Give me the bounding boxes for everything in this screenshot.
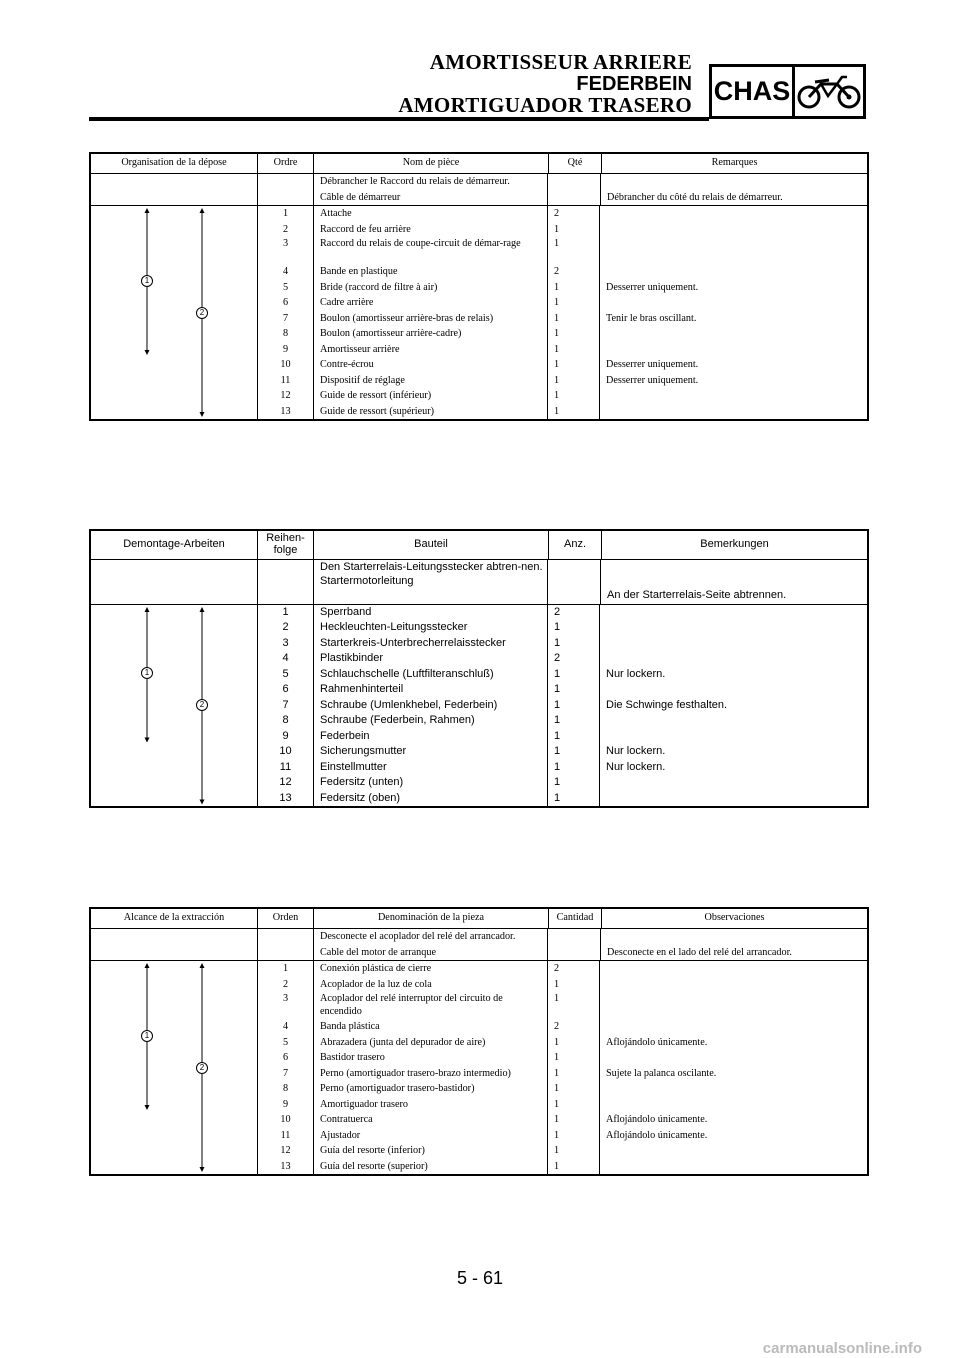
row-qty: 1	[554, 745, 561, 757]
row-remark: Desserrer uniquement.	[606, 281, 699, 293]
row-qty: 1	[554, 776, 561, 788]
motorcycle-icon	[795, 67, 863, 116]
row-remark: Desserrer uniquement.	[606, 359, 699, 370]
col-header-order: Orden	[258, 909, 314, 928]
row-part: Einstellmutter	[320, 760, 387, 773]
row-qty: 1	[554, 683, 561, 695]
title-es: AMORTIGUADOR TRASERO	[398, 93, 692, 117]
col-header-qty: Qté	[549, 154, 602, 173]
row-order: 1	[282, 208, 289, 219]
part-column	[314, 605, 548, 807]
row-part: Perno (amortiguador trasero-brazo intermedio)	[320, 1067, 511, 1079]
row-part: Plastikbinder	[320, 652, 383, 664]
row-order: 9	[282, 1098, 289, 1110]
row-remark: Sujete la palanca oscilante.	[606, 1067, 717, 1079]
row-order: 1	[282, 605, 289, 618]
row-qty: 1	[554, 405, 560, 417]
row-part: Schraube (Federbein, Rahmen)	[320, 714, 475, 726]
row-order: 9	[282, 729, 289, 742]
pre-remark-2: Desconecte en el lado del relé del arrancador.	[607, 946, 792, 958]
row-qty: 1	[554, 791, 561, 804]
row-remark: Aflojándolo únicamente.	[606, 1036, 708, 1048]
row-part: Cadre arrière	[320, 297, 374, 308]
table-header-row	[91, 154, 867, 174]
row-qty: 1	[554, 359, 560, 370]
row-qty: 1	[554, 760, 561, 773]
pre-remarks-cell	[601, 174, 867, 205]
row-remark: Desserrer uniquement.	[606, 374, 699, 386]
row-qty: 1	[554, 223, 560, 235]
row-remark	[606, 404, 867, 420]
pre-parts-cell	[314, 174, 548, 205]
pre-empty-cell	[548, 929, 601, 960]
row-remark: Aflojándolo únicamente.	[606, 1114, 708, 1125]
row-qty: 1	[554, 1160, 560, 1172]
row-part: Bastidor trasero	[320, 1052, 385, 1063]
row-qty: 1	[554, 328, 560, 339]
row-part: Guide de ressort (inférieur)	[320, 390, 432, 401]
row-remark: Nur lockern.	[606, 760, 666, 773]
row-qty: 1	[554, 343, 560, 355]
row-qty: 1	[554, 1052, 560, 1063]
row-order: 6	[282, 297, 289, 308]
row-qty: 1	[554, 667, 561, 680]
pre-remark-spacer	[607, 560, 867, 588]
row-order: 5	[282, 281, 289, 293]
row-order: 1	[282, 963, 289, 974]
row-order: 12	[279, 776, 292, 788]
row-qty: 1	[554, 993, 560, 1004]
pre-empty-cell	[548, 560, 601, 604]
col-header-remarks: Observaciones	[704, 912, 765, 924]
row-remark	[606, 713, 867, 729]
remarks-column	[600, 206, 867, 419]
row-qty: 2	[554, 1021, 560, 1032]
col-header-part: Bauteil	[314, 531, 549, 559]
row-part: Boulon (amortisseur arrière-cadre)	[320, 328, 462, 339]
row-part: Acoplador del relé interruptor del circuito de encendido	[320, 993, 503, 1017]
row-remark	[606, 636, 867, 652]
row-order: 3	[282, 636, 289, 649]
row-part: Conexión plástica de cierre	[320, 963, 432, 974]
col-header-order: Reihen-folge	[258, 531, 314, 559]
row-part: Amortiguador trasero	[320, 1098, 408, 1110]
row-remark	[606, 222, 867, 238]
row-qty: 2	[554, 266, 560, 277]
pre-remark-spacer	[607, 929, 867, 945]
pre-part-2: Startermotorleitung	[320, 575, 414, 587]
row-part: Schlauchschelle (Luftfilteranschluß)	[320, 667, 494, 680]
row-qty: 1	[554, 1036, 560, 1048]
table-body	[91, 605, 867, 807]
table-fr	[89, 152, 869, 421]
row-remark	[606, 388, 867, 404]
qty-column	[548, 605, 600, 807]
pre-empty-cell	[258, 560, 314, 604]
row-part: Schraube (Umlenkhebel, Federbein)	[320, 698, 498, 711]
row-order: 5	[282, 667, 289, 680]
row-qty: 1	[554, 729, 561, 742]
row-part: Rahmenhinterteil	[320, 683, 404, 695]
row-order: 10	[279, 745, 292, 757]
row-remark	[606, 961, 867, 977]
remarks-column	[600, 605, 867, 807]
table-header-row	[91, 909, 867, 929]
row-order: 6	[282, 1052, 289, 1063]
row-part: Guide de ressort (supérieur)	[320, 405, 435, 417]
row-qty: 1	[554, 1129, 560, 1141]
row-order: 2	[282, 621, 289, 633]
row-remark	[606, 326, 867, 342]
row-remark	[606, 295, 867, 311]
pre-remark-2: An der Starterrelais-Seite abtrennen.	[607, 589, 787, 601]
row-order: 7	[282, 1067, 289, 1079]
row-order: 12	[280, 1145, 291, 1156]
row-order: 10	[280, 359, 291, 370]
row-remark	[606, 237, 867, 264]
row-qty: 1	[554, 1098, 560, 1110]
bracket-label-1: 1	[141, 667, 153, 679]
row-remark: Nur lockern.	[606, 667, 666, 680]
row-qty: 1	[554, 1083, 560, 1094]
row-qty: 1	[554, 714, 561, 726]
remarks-column	[600, 961, 867, 1174]
row-qty: 1	[554, 978, 560, 990]
row-order: 4	[282, 652, 289, 664]
pre-empty-cell	[91, 929, 258, 960]
row-order: 13	[280, 405, 291, 417]
row-remark: Aflojándolo únicamente.	[606, 1129, 708, 1141]
row-remark	[606, 791, 867, 807]
bracket-label-2: 2	[196, 699, 208, 711]
pre-remark-spacer	[607, 174, 867, 190]
row-order: 2	[282, 978, 289, 990]
row-qty: 1	[554, 312, 560, 324]
row-remark: Tenir le bras oscillant.	[606, 312, 697, 324]
pre-part-1: Débrancher le Raccord du relais de démarreur.	[320, 176, 510, 187]
row-part: Sperrband	[320, 605, 372, 618]
chas-badge	[709, 64, 866, 119]
row-remark	[606, 651, 867, 667]
row-order: 11	[279, 760, 292, 773]
row-qty: 1	[554, 1067, 560, 1079]
table-body	[91, 206, 867, 419]
pre-empty-cell	[548, 174, 601, 205]
bracket-label-1: 1	[141, 1030, 153, 1042]
row-remark	[606, 1081, 867, 1097]
row-part: Ajustador	[320, 1129, 361, 1141]
row-part: Acoplador de la luz de cola	[320, 978, 432, 990]
row-part: Dispositif de réglage	[320, 374, 405, 386]
row-qty: 1	[554, 698, 561, 711]
row-order: 12	[280, 390, 291, 401]
row-part: Raccord du relais de coupe-circuit de démar-rage	[320, 238, 521, 249]
row-qty: 1	[554, 390, 560, 401]
row-order: 11	[280, 1129, 291, 1141]
row-remark	[606, 682, 867, 698]
row-order: 5	[282, 1036, 289, 1048]
pre-remarks-cell	[601, 929, 867, 960]
scope-column	[91, 961, 258, 1174]
row-part: Starterkreis-Unterbrecherrelaisstecker	[320, 636, 506, 649]
row-order: 13	[280, 1160, 291, 1172]
title-fr: AMORTISSEUR ARRIERE	[429, 50, 692, 74]
table-es	[89, 907, 869, 1176]
bracket-arrows	[91, 206, 257, 425]
row-remark	[606, 977, 867, 993]
row-part: Heckleuchten-Leitungsstecker	[320, 621, 468, 633]
col-header-scope: Organisation de la dépose	[91, 154, 258, 173]
row-part: Perno (amortiguador trasero-bastidor)	[320, 1083, 475, 1094]
order-column	[258, 206, 314, 419]
pre-part-2: Câble de démarreur	[320, 191, 401, 203]
row-part: Guía del resorte (superior)	[320, 1160, 428, 1172]
row-remark	[606, 342, 867, 358]
row-qty: 1	[554, 238, 560, 249]
bracket-label-2: 2	[196, 307, 208, 319]
row-remark	[606, 1143, 867, 1159]
row-part: Abrazadera (junta del depurador de aire)	[320, 1036, 486, 1048]
pre-step-row	[91, 560, 867, 605]
bracket-label-1: 1	[141, 275, 153, 287]
row-order: 8	[282, 328, 289, 339]
order-column	[258, 961, 314, 1174]
row-qty: 1	[554, 1145, 560, 1156]
row-order: 7	[282, 698, 289, 711]
part-column	[314, 206, 548, 419]
pre-remarks-cell	[601, 560, 867, 604]
bracket-arrows	[91, 961, 257, 1180]
col-header-part: Nom de pièce	[314, 154, 549, 173]
pre-empty-cell	[258, 929, 314, 960]
pre-empty-cell	[258, 174, 314, 205]
row-order: 9	[282, 343, 289, 355]
row-remark	[606, 620, 867, 636]
scope-column	[91, 605, 258, 807]
row-part: Federsitz (unten)	[320, 776, 404, 788]
col-header-remarks: Remarques	[711, 157, 758, 169]
row-part: Boulon (amortisseur arrière-bras de relais)	[320, 312, 494, 324]
row-remark	[606, 1097, 867, 1113]
row-qty: 2	[554, 208, 560, 219]
table-body	[91, 961, 867, 1174]
pre-empty-cell	[91, 560, 258, 604]
row-qty: 2	[554, 652, 561, 664]
table-de	[89, 529, 869, 808]
row-remark	[606, 206, 867, 222]
row-part: Amortisseur arrière	[320, 343, 400, 355]
row-order: 3	[282, 238, 289, 249]
pre-part-2: Cable del motor de arranque	[320, 946, 436, 958]
row-part: Banda plástica	[320, 1021, 380, 1032]
row-qty: 1	[554, 1114, 560, 1125]
col-header-part: Denominación de la pieza	[314, 909, 549, 928]
row-remark	[606, 775, 867, 791]
row-order: 10	[280, 1114, 291, 1125]
row-order: 13	[279, 791, 292, 804]
header-titles	[398, 52, 692, 116]
pre-part-1: Desconecte el acoplador del relé del arrancador.	[320, 931, 516, 942]
row-qty: 1	[554, 297, 560, 308]
row-remark	[606, 1050, 867, 1066]
row-remark	[606, 729, 867, 745]
row-qty: 2	[554, 605, 561, 618]
row-order: 3	[282, 993, 289, 1004]
row-order: 7	[282, 312, 289, 324]
pre-step-row	[91, 174, 867, 206]
pre-parts-cell	[314, 929, 548, 960]
row-qty: 1	[554, 621, 561, 633]
row-part: Bande en plastique	[320, 266, 398, 277]
col-header-order: Ordre	[258, 154, 314, 173]
watermark-footer: carmanualsonline.info	[762, 1340, 922, 1357]
row-order: 8	[282, 714, 289, 726]
row-qty: 1	[554, 374, 560, 386]
row-qty: 1	[554, 636, 561, 649]
col-header-qty: Anz.	[549, 531, 602, 559]
table-header-row	[91, 531, 867, 560]
row-order: 8	[282, 1083, 289, 1094]
row-order: 11	[280, 374, 291, 386]
title-de: FEDERBEIN	[576, 73, 692, 95]
pre-remark-2: Débrancher du côté du relais de démarreur.	[607, 191, 783, 203]
row-order: 4	[282, 266, 289, 277]
bracket-label-2: 2	[196, 1062, 208, 1074]
col-header-qty: Cantidad	[549, 909, 602, 928]
qty-column	[548, 961, 600, 1174]
row-remark	[606, 1019, 867, 1035]
row-order: 6	[282, 683, 289, 695]
row-part: Contre-écrou	[320, 359, 374, 370]
row-order: 4	[282, 1021, 289, 1032]
col-header-scope: Demontage-Arbeiten	[91, 531, 258, 559]
row-qty: 1	[554, 281, 560, 293]
header-rule	[89, 117, 709, 121]
row-part: Guía del resorte (inferior)	[320, 1145, 425, 1156]
row-qty: 2	[554, 963, 560, 974]
col-header-scope: Alcance de la extracción	[91, 909, 258, 928]
bracket-arrows	[91, 605, 257, 813]
row-remark: Die Schwinge festhalten.	[606, 698, 728, 711]
row-part: Federsitz (oben)	[320, 791, 401, 804]
pre-step-row	[91, 929, 867, 961]
scope-column	[91, 206, 258, 419]
row-part: Attache	[320, 208, 352, 219]
row-remark	[606, 992, 867, 1019]
row-part: Raccord de feu arrière	[320, 223, 411, 235]
row-remark	[606, 605, 867, 621]
row-remark: Nur lockern.	[606, 745, 666, 757]
qty-column	[548, 206, 600, 419]
col-header-remarks: Bemerkungen	[700, 538, 769, 551]
row-part: Contratuerca	[320, 1114, 373, 1125]
part-column	[314, 961, 548, 1174]
row-part: Federbein	[320, 729, 370, 742]
order-column	[258, 605, 314, 807]
row-order: 2	[282, 223, 289, 235]
pre-parts-cell	[314, 560, 548, 604]
row-part: Sicherungsmutter	[320, 745, 407, 757]
row-remark	[606, 264, 867, 280]
pre-part-1: Den Starterrelais-Leitungsstecker abtren-nen.	[320, 561, 543, 573]
chas-label: CHAS	[712, 67, 795, 116]
pre-empty-cell	[91, 174, 258, 205]
row-part: Bride (raccord de filtre à air)	[320, 281, 438, 293]
row-remark	[606, 1159, 867, 1175]
page-number: 5 - 61	[456, 1268, 504, 1288]
